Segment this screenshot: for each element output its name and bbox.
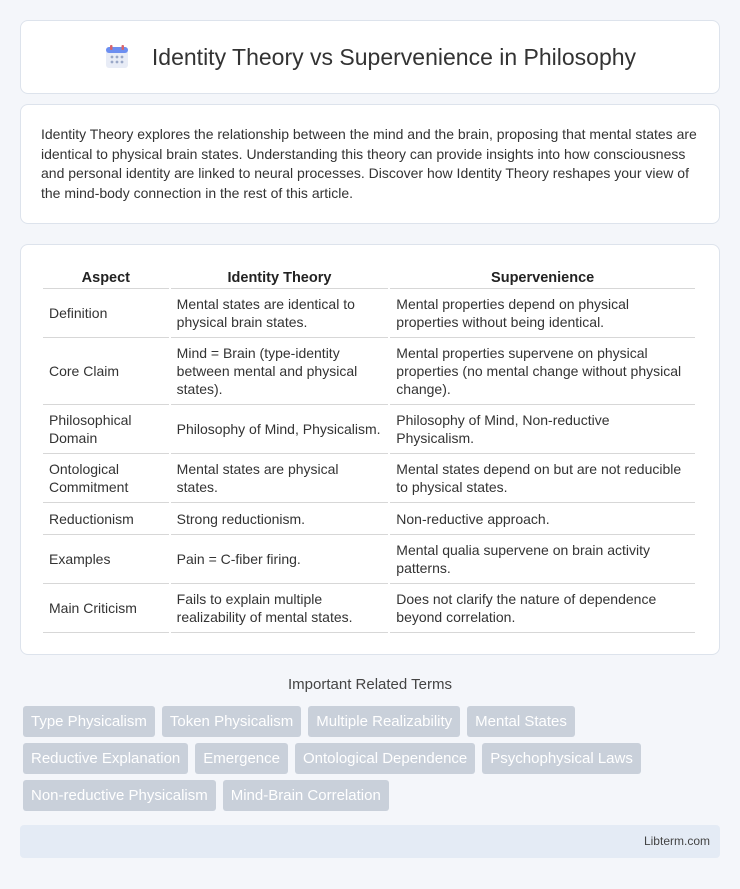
related-term-tag[interactable]: Psychophysical Laws [482,743,641,774]
cell-identity-theory: Mind = Brain (type-identity between mental and physical states). [171,338,389,405]
related-term-tag[interactable]: Mental States [467,706,575,737]
cell-identity-theory: Fails to explain multiple realizability of mental states. [171,584,389,633]
cell-aspect: Reductionism [43,503,169,535]
related-term-tag[interactable]: Non-reductive Physicalism [23,780,216,811]
intro-text: Identity Theory explores the relationship between the mind and the brain, proposing that mental states are identical to physical brain states. Understanding this theory can provide insights into how consciousness and personal identity are linked to neural processes. Discover how Identity Theory reshapes your view of the mind-body connection in the rest of this article. [41,126,697,201]
footer [20,825,720,858]
calendar-icon [104,44,130,70]
cell-aspect: Main Criticism [43,584,169,633]
cell-supervenience: Does not clarify the nature of dependence beyond correlation. [390,584,695,633]
cell-identity-theory: Mental states are identical to physical brain states. [171,289,389,338]
cell-supervenience: Mental states depend on but are not reducible to physical states. [390,454,695,503]
related-term-tag[interactable]: Mind-Brain Correlation [223,780,389,811]
related-term-tag[interactable]: Type Physicalism [23,706,155,737]
cell-identity-theory: Pain = C-fiber firing. [171,535,389,584]
footer-site-link[interactable]: Libterm.com [643,834,710,848]
cell-supervenience: Mental properties supervene on physical properties (no mental change without physical change). [390,338,695,405]
table-row [43,289,695,338]
cell-identity-theory: Strong reductionism. [171,503,389,535]
related-term-tag[interactable]: Reductive Explanation [23,743,188,774]
table-row [43,584,695,633]
cell-supervenience: Philosophy of Mind, Non-reductive Physicalism. [390,405,695,454]
table-header-row [43,267,695,289]
related-term-tag[interactable]: Multiple Realizability [308,706,460,737]
cell-identity-theory: Philosophy of Mind, Physicalism. [171,405,389,454]
cell-aspect: Core Claim [43,338,169,405]
comparison-table-card [20,244,720,655]
column-header-aspect: Aspect [43,267,169,289]
table-row [43,338,695,405]
related-terms-list [23,706,723,817]
table-row [43,503,695,535]
table-row [43,405,695,454]
related-term-tag[interactable]: Emergence [195,743,288,774]
cell-supervenience: Non-reductive approach. [390,503,695,535]
intro-card [20,104,720,224]
related-term-tag[interactable]: Token Physicalism [162,706,301,737]
table-row [43,535,695,584]
cell-aspect: Ontological Commitment [43,454,169,503]
cell-aspect: Philosophical Domain [43,405,169,454]
page-title: Identity Theory vs Supervenience in Philosophy [151,43,637,70]
column-header-identity-theory: Identity Theory [171,267,389,289]
column-header-supervenience: Supervenience [390,267,695,289]
cell-supervenience: Mental properties depend on physical properties without being identical. [390,289,695,338]
cell-identity-theory: Mental states are physical states. [171,454,389,503]
cell-aspect: Examples [43,535,169,584]
cell-aspect: Definition [43,289,169,338]
comparison-table [41,267,697,633]
cell-supervenience: Mental qualia supervene on brain activity patterns. [390,535,695,584]
related-term-tag[interactable]: Ontological Dependence [295,743,475,774]
related-terms-title: Important Related Terms [288,676,452,693]
table-row [43,454,695,503]
header-card [20,20,720,94]
